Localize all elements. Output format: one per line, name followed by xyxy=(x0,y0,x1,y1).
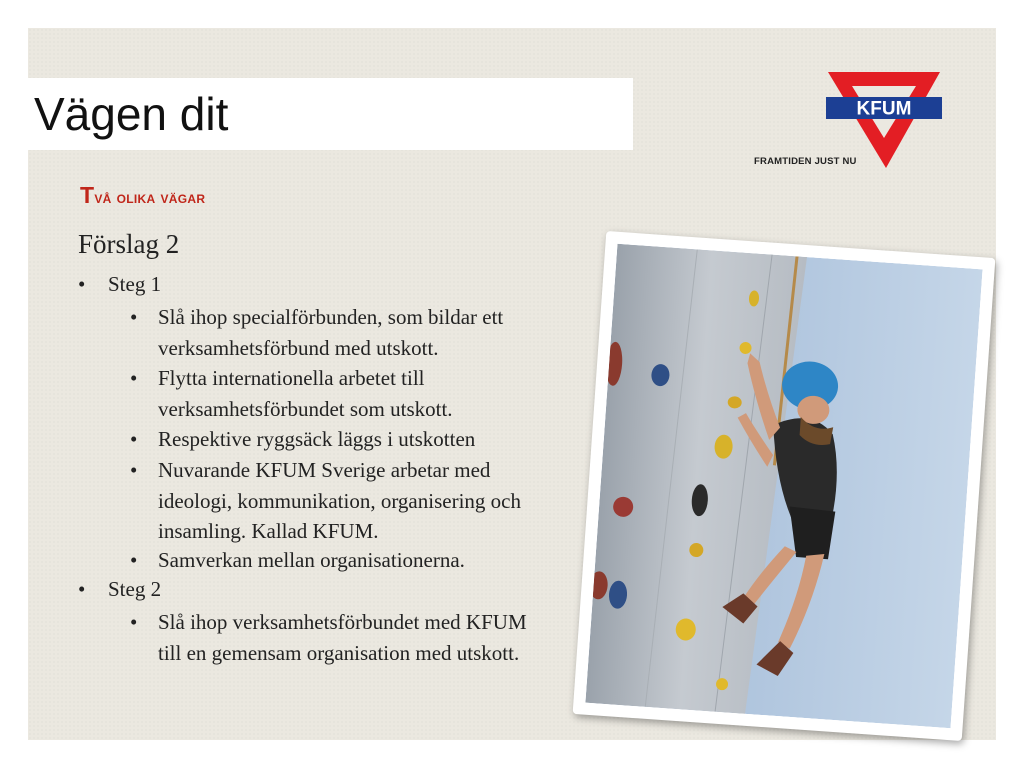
bullet: • xyxy=(130,610,138,634)
sub-item-line: insamling. Kallad KFUM. xyxy=(158,519,379,543)
step-label: Steg 2 xyxy=(108,577,162,601)
sub-item-line: Slå ihop specialförbunden, som bildar ett xyxy=(158,305,504,329)
subtitle-initial: T xyxy=(80,182,95,208)
sub-item-line: verksamhetsförbund med utskott. xyxy=(158,335,439,360)
logo-text: KFUM xyxy=(856,98,912,120)
sub-item-line: Nuvarande KFUM Sverige arbetar med xyxy=(158,458,491,482)
bullet: • xyxy=(130,305,138,329)
sub-item-line: Slå ihop verksamhetsförbundet med KFUM xyxy=(158,610,527,634)
bullet: • xyxy=(78,577,86,601)
sub-item-line: Samverkan mellan organisationerna. xyxy=(158,548,465,572)
bullet: • xyxy=(130,366,138,390)
bullet: • xyxy=(78,272,86,296)
slide-subtitle xyxy=(80,182,205,209)
kfum-logo xyxy=(750,70,950,170)
proposal-heading: Förslag 2 xyxy=(78,229,180,259)
bullet: • xyxy=(130,458,138,482)
subtitle-rest: vå olika vägar xyxy=(94,188,206,207)
climbing-photo xyxy=(585,244,982,728)
logo-tagline: FRAMTIDEN JUST NU xyxy=(754,156,857,167)
photo-frame xyxy=(573,231,996,741)
climbing-wall-photo-icon xyxy=(585,244,982,728)
slide-title: Vägen dit xyxy=(34,88,229,140)
sub-item-line: ideologi, kommunikation, organisering och xyxy=(158,488,521,513)
sub-item-line: till en gemensam organisation med utskott. xyxy=(158,640,520,665)
sub-item-line: verksamhetsförbundet som utskott. xyxy=(158,396,453,421)
sub-item-line: Flytta internationella arbetet till xyxy=(158,366,425,390)
sub-item-line: Respektive ryggsäck läggs i utskotten xyxy=(158,427,476,451)
bullet: • xyxy=(130,548,138,572)
bullet: • xyxy=(130,427,138,451)
step-label: Steg 1 xyxy=(108,272,162,296)
